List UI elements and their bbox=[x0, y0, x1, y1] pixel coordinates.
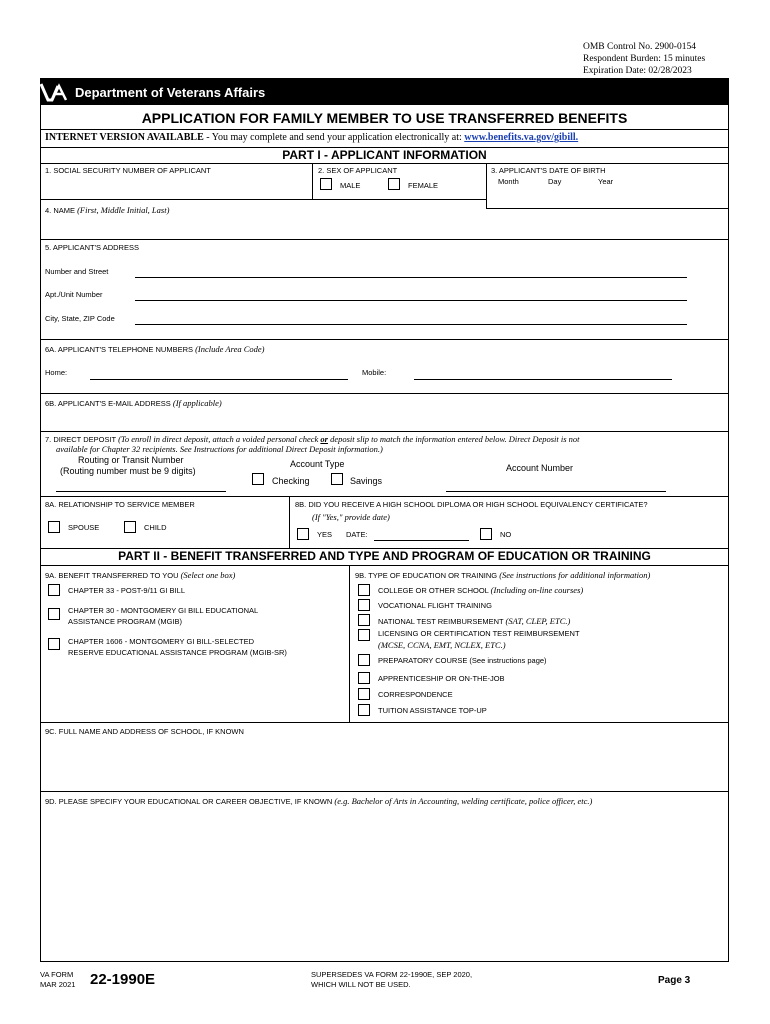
objective-field[interactable] bbox=[45, 810, 725, 955]
dob-month: Month bbox=[498, 177, 519, 186]
objective-label-row bbox=[45, 796, 592, 806]
female-label: FEMALE bbox=[408, 181, 439, 190]
child-checkbox[interactable] bbox=[124, 521, 136, 533]
home-label: Home: bbox=[45, 368, 68, 377]
city-field[interactable] bbox=[135, 324, 687, 325]
ch1606-label-1: CHAPTER 1606 - MONTGOMERY GI BILL-SELECTED bbox=[68, 637, 255, 646]
ntest-label: NATIONAL TEST REIMBURSEMENT bbox=[378, 617, 506, 626]
ch33-label: CHAPTER 33 - POST-9/11 GI BILL bbox=[68, 586, 185, 595]
apt-field[interactable] bbox=[135, 300, 687, 301]
routing-label: Routing or Transit Number bbox=[78, 455, 184, 465]
phone-hint: (Include Area Code) bbox=[195, 344, 265, 354]
type-hint: (See instructions for additional information) bbox=[499, 570, 651, 580]
dd-hint2: available for Chapter 32 recipients. See Instructions for additional Direct Deposit information.) bbox=[56, 444, 383, 454]
account-number-field[interactable] bbox=[446, 491, 666, 492]
prep-label: PREPARATORY COURSE (See instructions page) bbox=[378, 656, 547, 665]
ch30-label-2: ASSISTANCE PROGRAM (MGIB) bbox=[68, 617, 183, 626]
license-label: LICENSING OR CERTIFICATION TEST REIMBURSEMENT bbox=[378, 629, 580, 638]
spouse-checkbox[interactable] bbox=[48, 521, 60, 533]
college-hint: (Including on-line courses) bbox=[490, 585, 584, 595]
ssn-label: 1. SOCIAL SECURITY NUMBER OF APPLICANT bbox=[45, 166, 211, 175]
apprentice-label: APPRENTICESHIP OR ON-THE-JOB bbox=[378, 674, 505, 683]
email-field[interactable] bbox=[45, 410, 725, 428]
home-phone-field[interactable] bbox=[90, 379, 348, 380]
prep-checkbox[interactable] bbox=[358, 654, 370, 666]
dd-hint1b: deposit slip to match the information entered below. Direct Deposit is not bbox=[327, 434, 580, 444]
ch1606-checkbox[interactable] bbox=[48, 638, 60, 650]
dob-day: Day bbox=[548, 177, 562, 186]
tuition-checkbox[interactable] bbox=[358, 704, 370, 716]
ch30-label-1: CHAPTER 30 - MONTGOMERY GI BILL EDUCATIONAL bbox=[68, 606, 259, 615]
routing-hint: (Routing number must be 9 digits) bbox=[60, 466, 196, 476]
city-label: City, State, ZIP Code bbox=[45, 314, 115, 323]
child-label: CHILD bbox=[144, 523, 167, 532]
ch33-checkbox[interactable] bbox=[48, 584, 60, 596]
hs-date-field[interactable] bbox=[374, 540, 469, 541]
footer-date: MAR 2021 bbox=[40, 980, 76, 989]
dd-or: or bbox=[320, 434, 328, 444]
street-label: Number and Street bbox=[45, 267, 109, 276]
mobile-phone-field[interactable] bbox=[414, 379, 672, 380]
part2-title: PART II - BENEFIT TRANSFERRED AND TYPE AND PROGRAM OF EDUCATION OR TRAINING bbox=[118, 549, 651, 563]
omb-control: OMB Control No. 2900-0154 bbox=[583, 42, 696, 52]
omb-block bbox=[583, 41, 705, 77]
gibill-link[interactable]: www.benefits.va.gov/gibill. bbox=[464, 132, 579, 143]
email-label-row bbox=[45, 398, 222, 408]
apprentice-checkbox[interactable] bbox=[358, 672, 370, 684]
account-type-label: Account Type bbox=[290, 459, 345, 469]
ch30-checkbox[interactable] bbox=[48, 608, 60, 620]
part1-title: PART I - APPLICANT INFORMATION bbox=[282, 148, 487, 162]
phone-label-row bbox=[45, 344, 265, 354]
type-label: 9B. TYPE OF EDUCATION OR TRAINING bbox=[355, 571, 500, 580]
address-label: 5. APPLICANT'S ADDRESS bbox=[45, 243, 139, 252]
dob-label: 3. APPLICANT'S DATE OF BIRTH bbox=[491, 166, 606, 175]
hs-yes-checkbox[interactable] bbox=[297, 528, 309, 540]
college-row bbox=[378, 585, 583, 595]
relationship-label: 8A. RELATIONSHIP TO SERVICE MEMBER bbox=[45, 500, 195, 509]
omb-burden: Respondent Burden: 15 minutes bbox=[583, 54, 706, 64]
benefit-hint: (Select one box) bbox=[180, 570, 236, 580]
footer-form-id bbox=[40, 970, 75, 990]
footer-supersedes bbox=[311, 970, 472, 990]
routing-field[interactable] bbox=[56, 491, 226, 492]
hs-hint: (If "Yes," provide date) bbox=[312, 512, 390, 522]
name-label: 4. NAME bbox=[45, 206, 78, 215]
agency-name: Department of Veterans Affairs bbox=[75, 85, 266, 100]
objective-label: 9D. PLEASE SPECIFY YOUR EDUCATIONAL OR CAREER OBJECTIVE, IF KNOWN bbox=[45, 797, 335, 806]
internet-text: - You may complete and send your application electronically at: bbox=[203, 132, 465, 143]
internet-line bbox=[45, 132, 578, 143]
checking-checkbox[interactable] bbox=[252, 473, 264, 485]
hs-no-label: NO bbox=[500, 530, 512, 539]
footer-supersedes-2: WHICH WILL NOT BE USED. bbox=[311, 980, 411, 989]
footer-page: Page 3 bbox=[658, 975, 691, 986]
savings-label: Savings bbox=[350, 476, 383, 486]
dd-label: 7. DIRECT DEPOSIT bbox=[45, 435, 119, 444]
name-hint: (First, Middle Initial, Last) bbox=[77, 205, 170, 215]
benefit-label-row bbox=[45, 570, 235, 580]
street-field[interactable] bbox=[135, 277, 687, 278]
hs-date-label: DATE: bbox=[346, 530, 368, 539]
footer-va-form: VA FORM bbox=[40, 970, 74, 979]
dob-year: Year bbox=[598, 177, 614, 186]
footer-supersedes-1: SUPERSEDES VA FORM 22-1990E, SEP 2020, bbox=[311, 970, 473, 979]
name-field[interactable] bbox=[45, 218, 725, 236]
college-checkbox[interactable] bbox=[358, 584, 370, 596]
va-logo-icon bbox=[38, 82, 72, 102]
benefit-label: 9A. BENEFIT TRANSFERRED TO YOU bbox=[45, 571, 181, 580]
email-hint: (If applicable) bbox=[172, 398, 222, 408]
checking-label: Checking bbox=[272, 476, 310, 486]
dd-label-row bbox=[45, 434, 580, 444]
flight-label: VOCATIONAL FLIGHT TRAINING bbox=[378, 601, 492, 610]
flight-checkbox[interactable] bbox=[358, 599, 370, 611]
ntest-checkbox[interactable] bbox=[358, 614, 370, 626]
dob-field[interactable] bbox=[492, 188, 722, 206]
correspondence-checkbox[interactable] bbox=[358, 688, 370, 700]
tuition-label: TUITION ASSISTANCE TOP-UP bbox=[378, 706, 487, 715]
ssn-field[interactable] bbox=[45, 176, 307, 196]
ntest-row bbox=[378, 616, 570, 626]
form-title: APPLICATION FOR FAMILY MEMBER TO USE TRANSFERRED BENEFITS bbox=[141, 110, 628, 126]
ntest-hint: (SAT, CLEP, ETC.) bbox=[505, 616, 571, 626]
savings-checkbox[interactable] bbox=[331, 473, 343, 485]
hs-label: 8B. DID YOU RECEIVE A HIGH SCHOOL DIPLOMA OR HIGH SCHOOL EQUIVALENCY CERTIFICATE? bbox=[295, 500, 648, 509]
internet-bold: INTERNET VERSION AVAILABLE bbox=[45, 132, 204, 143]
school-field[interactable] bbox=[45, 740, 725, 785]
correspondence-label: CORRESPONDENCE bbox=[378, 690, 453, 699]
mobile-label: Mobile: bbox=[362, 368, 387, 377]
male-label: MALE bbox=[340, 181, 361, 190]
license-checkbox[interactable] bbox=[358, 629, 370, 641]
footer-form-number: 22-1990E bbox=[90, 971, 156, 988]
hs-yes-label: YES bbox=[317, 530, 333, 539]
account-number-label: Account Number bbox=[506, 463, 574, 473]
school-label: 9C. FULL NAME AND ADDRESS OF SCHOOL, IF KNOWN bbox=[45, 727, 244, 736]
apt-label: Apt./Unit Number bbox=[45, 290, 103, 299]
sex-field[interactable] bbox=[318, 176, 484, 196]
omb-expiration: Expiration Date: 02/28/2023 bbox=[583, 66, 692, 76]
sex-label: 2. SEX OF APPLICANT bbox=[318, 166, 398, 175]
spouse-label: SPOUSE bbox=[68, 523, 100, 532]
name-label-row bbox=[45, 205, 169, 215]
ch1606-label-2: RESERVE EDUCATIONAL ASSISTANCE PROGRAM (MGIB-SR) bbox=[68, 648, 287, 657]
phone-label: 6A. APPLICANT'S TELEPHONE NUMBERS bbox=[45, 345, 196, 354]
objective-hint: (e.g. Bachelor of Arts in Accounting, welding certificate, police officer, etc.) bbox=[334, 796, 593, 806]
type-label-row bbox=[355, 570, 650, 580]
license-hint: (MCSE, CCNA, EMT, NCLEX, ETC.) bbox=[378, 640, 506, 650]
college-label: COLLEGE OR OTHER SCHOOL bbox=[378, 586, 491, 595]
dd-hint1a: (To enroll in direct deposit, attach a voided personal check bbox=[118, 434, 321, 444]
email-label: 6B. APPLICANT'S E-MAIL ADDRESS bbox=[45, 399, 173, 408]
hs-no-checkbox[interactable] bbox=[480, 528, 492, 540]
